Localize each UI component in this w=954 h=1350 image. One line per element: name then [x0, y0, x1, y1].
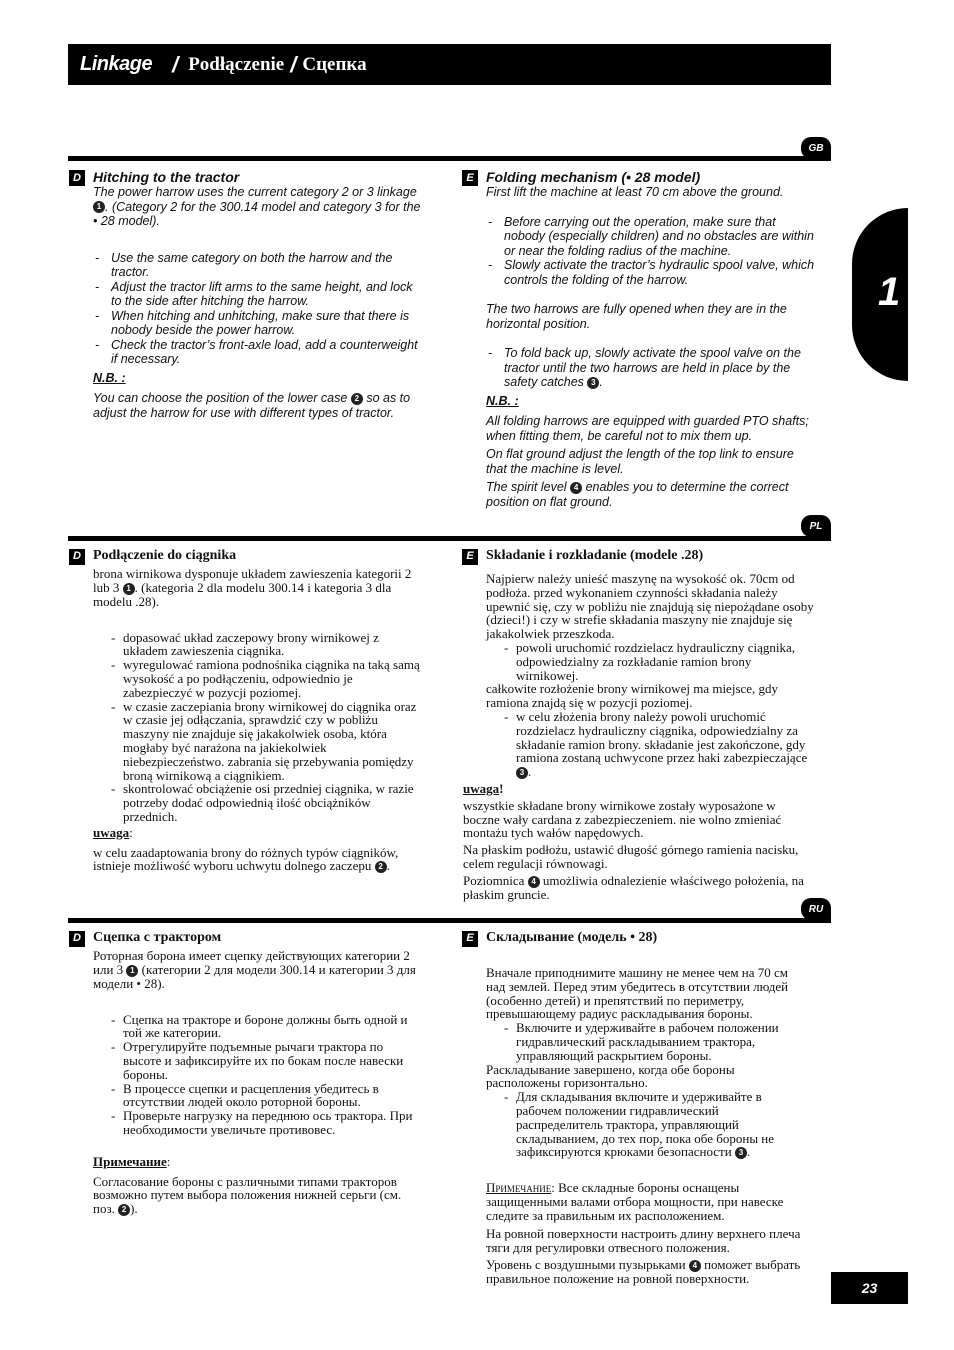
header-title-pl: Podłączenie	[188, 53, 285, 75]
instruction-list	[486, 1090, 806, 1159]
section-marker-e: E	[462, 931, 478, 947]
list-item: - Отрегулируйте подъемные рычаги трактора по высоте и зафиксируйте их по бокам после навески бороны.	[93, 1040, 423, 1081]
section-marker-e: E	[462, 170, 478, 186]
paragraph: Вначале приподнимите машину не менее чем на 70 см над землей. Перед этим убедитесь в отсутствии людей (особенно детей) и препятствий по периметру, превышающему радиус раскладывания бороны.	[486, 965, 789, 1022]
list-item: - Slowly activate the tractor’s hydraulic spool valve, which controls the folding of the harrow.	[486, 258, 816, 287]
note-heading: N.B. :	[93, 370, 126, 385]
page-number: 23	[831, 1272, 908, 1304]
note-heading: uwaga!	[463, 781, 504, 796]
list-item: - w czasie zaczepiania brony wirnikowej do ciągnika oraz w czasie jej odłączania, sprawdzić czy w pobliżu maszyny nie znajduje się jakakolwiek osoba, która mogłaby być narażona na jakiekolwiek niebezpieczeństwo. zabrania się przebywania pomiędzy broną wirnikową a ciągnikiem.	[93, 700, 423, 783]
paragraph: The power harrow uses the current category 2 or 3 linkage 1 . (Category 2 for the 300.14 model and category 3 for the • 28 model).	[93, 185, 421, 228]
section-title: Hitching to the tractor	[93, 169, 240, 185]
section-title: Składanie i rozkładanie (modele .28)	[486, 548, 704, 563]
section-title: Сцепка с трактором	[93, 930, 222, 945]
instruction-list	[93, 1013, 423, 1137]
callout-1-icon: 1	[93, 201, 105, 213]
list-item: - Проверьте нагрузку на переднюю ось трактора. При необходимости увеличьте противовес.	[93, 1109, 423, 1137]
list-item: - powoli uruchomić rozdzielacz hydrauliczny ciągnika, odpowiedzialny za rozkładanie ramion brony wirnikowej.	[486, 641, 816, 682]
callout-4-icon: 4	[570, 482, 582, 494]
paragraph: Уровень с воздушными пузырьками 4 поможет выбрать правильное положение на ровной поверхности.	[486, 1257, 801, 1287]
page-header	[68, 44, 831, 85]
list-item: - Check the tractor’s front-axle load, add a counterweight if necessary.	[93, 338, 423, 367]
paragraph: Примечание: Все складные бороны оснащены защищенными валами отбора мощности, при навеске следите за правильным их расположением.	[486, 1180, 784, 1223]
section-title: Folding mechanism (• 28 model)	[486, 169, 701, 185]
section-marker-d: D	[69, 170, 85, 186]
chapter-tab	[852, 208, 908, 381]
chapter-number: 1	[878, 270, 901, 314]
section-marker-d: D	[69, 931, 85, 947]
instruction-list	[486, 710, 816, 779]
section-title: Складывание (модель • 28)	[486, 930, 658, 945]
list-item: - Adjust the tractor lift arms to the same height, and lock to the side after hitching the harrow.	[93, 280, 423, 309]
list-item: - Для складывания включите и удерживайте в рабочем положении гидравлический распределитель трактора, управляющий складыванием, до тех пор, пока обе бороны не зафиксируются крюками безопасности 3 .	[486, 1090, 806, 1159]
paragraph: Na płaskim podłożu, ustawić długość górnego ramienia nacisku, celem regulacji równowagi.	[463, 842, 799, 871]
paragraph: brona wirnikowa dysponuje układem zawieszenia kategorii 2 lub 3 1 . (kategoria 2 dla modelu 300.14 i kategoria 3 dla modelu .28).	[93, 566, 412, 609]
header-title-gb: Linkage	[80, 53, 153, 75]
section-marker-d: D	[69, 549, 85, 565]
paragraph: Najpierw należy unieść maszynę na wysokość ok. 70cm od podłoża. przed wykonaniem czynności składania należy upewnić się, czy w pobliżu nie znajdują się niepożądane osoby (dzieci!) i czy w strefie składania maszyny nie znajduje się jakakolwiek przeszkoda.	[486, 571, 814, 642]
gb-folding-section	[466, 169, 816, 509]
callout-4-icon: 4	[689, 1260, 701, 1272]
header-separator: /	[290, 51, 297, 77]
list-item: - skontrolować obciążenie osi przedniej ciągnika, w razie potrzeby dodać odpowiednią ilość obciążników przednich.	[93, 782, 423, 823]
lang-tab-gb: GB	[801, 137, 831, 159]
list-item: - Сцепка на тракторе и бороне должны быть одной и той же категории.	[93, 1013, 423, 1041]
lang-tab-pl: PL	[801, 515, 831, 537]
section-divider	[68, 918, 831, 923]
paragraph: На ровной поверхности настроить длину верхнего плеча тяги для регулировки отвесного положения.	[486, 1225, 801, 1255]
instruction-list	[486, 346, 816, 390]
list-item: - Before carrying out the operation, make sure that nobody (especially children) and no obstacles are within or near the folding radius of the machine.	[486, 215, 816, 259]
paragraph: The spirit level 4 enables you to determine the correct position on flat ground.	[486, 480, 789, 509]
callout-2-icon: 2	[118, 1204, 130, 1216]
instruction-list	[93, 251, 423, 367]
paragraph: całkowite rozłożenie brony wirnikowej ma miejsce, gdy ramiona znajdą się w pozycji poziomej.	[486, 681, 779, 711]
paragraph: You can choose the position of the lower case 2 so as to adjust the harrow for use with different types of tractor.	[93, 391, 411, 420]
paragraph: The two harrows are fully opened when they are in the horizontal position.	[486, 302, 787, 331]
note-heading: uwaga:	[93, 824, 133, 840]
callout-2-icon: 2	[375, 861, 387, 873]
instruction-list	[486, 1021, 806, 1062]
list-item: - When hitching and unhitching, make sure that there is nobody beside the power harrow.	[93, 309, 423, 338]
callout-1-icon: 1	[123, 583, 135, 595]
section-marker-e: E	[462, 549, 478, 565]
paragraph: Согласование бороны с различными типами тракторов возможно путем выбора положения нижней серьги (см. поз. 2 ).	[93, 1173, 402, 1217]
callout-3-icon: 3	[735, 1147, 747, 1159]
list-item: - To fold back up, slowly activate the spool valve on the tractor until the two harrows are held in place by the safety catches 3 .	[486, 346, 816, 390]
list-item: - dopasować układ zaczepowy brony wirnikowej z układem zawieszenia ciągnika.	[93, 631, 423, 659]
paragraph: wszystkie składane brony wirnikowe zostały wyposażone w boczne wały cardana z zabezpieczeniem. nie wolno zmieniać montażu tych wałów napędowych.	[463, 797, 782, 841]
instruction-list	[486, 215, 816, 288]
note-heading: Примечание	[486, 1180, 552, 1196]
paragraph: Poziomnica 4 umożliwia odnalezienie właściwego położenia, na płaskim gruncie.	[463, 872, 804, 902]
callout-3-icon: 3	[587, 377, 599, 389]
callout-2-icon: 2	[351, 393, 363, 405]
callout-3-icon: 3	[516, 767, 528, 779]
gb-hitching-section	[73, 169, 423, 420]
instruction-list	[486, 641, 816, 682]
paragraph: Роторная борона имеет сцепку действующих категории 2 или 3 1 (категории 2 для модели 300.14 и категории 3 для модели • 28).	[93, 948, 416, 991]
paragraph: Раскладывание завершено, когда обе бороны расположены горизонтально.	[486, 1061, 735, 1091]
list-item: - wyregulować ramiona podnośnika ciągnika na taką samą wysokość a po podłączeniu, odpowiednio je zabezpieczyć w pozycji poziomej.	[93, 658, 423, 699]
paragraph: On flat ground adjust the length of the top link to ensure that the machine is level.	[486, 447, 794, 476]
list-item: - В процессе сцепки и расцепления убедитесь в отсутствии людей около роторной бороны.	[93, 1082, 423, 1110]
instruction-list	[93, 631, 423, 824]
list-item: - w celu złożenia brony należy powoli uruchomić rozdzielacz hydrauliczny ciągnika, odpowiedzialny za składanie ramion brony. składanie jest zakończone, gdy ramiona zostaną uchwycone przez haki zabezpieczające 3 .	[486, 710, 816, 779]
callout-4-icon: 4	[528, 876, 540, 888]
header-title-ru: Сцепка	[302, 53, 367, 75]
ru-hitching-section	[73, 930, 423, 1217]
paragraph: w celu zaadaptowania brony do różnych typów ciągników, istnieje możliwość wyboru uchwytu dolnego zaczepu 2 .	[93, 844, 399, 874]
note-heading: Примечание:	[93, 1153, 171, 1169]
pl-hitching-section	[73, 548, 423, 874]
section-divider	[68, 536, 831, 541]
header-separator: /	[172, 51, 179, 77]
section-title: Podłączenie do ciągnika	[93, 548, 237, 563]
lang-tab-ru: RU	[801, 898, 831, 920]
paragraph: First lift the machine at least 70 cm above the ground.	[486, 185, 784, 199]
callout-1-icon: 1	[126, 965, 138, 977]
pl-folding-section	[466, 548, 816, 780]
note-heading: N.B. :	[486, 393, 519, 408]
list-item: - Use the same category on both the harrow and the tractor.	[93, 251, 423, 280]
ru-folding-section	[466, 930, 806, 1287]
section-divider	[68, 156, 831, 161]
paragraph: All folding harrows are equipped with guarded PTO shafts; when fitting them, be careful not to mix them up.	[486, 414, 809, 443]
list-item: - Включите и удерживайте в рабочем положении гидравлический раскладыванием трактора, управляющий раскрытием бороны.	[486, 1021, 806, 1062]
pl-folding-notes	[463, 782, 808, 902]
